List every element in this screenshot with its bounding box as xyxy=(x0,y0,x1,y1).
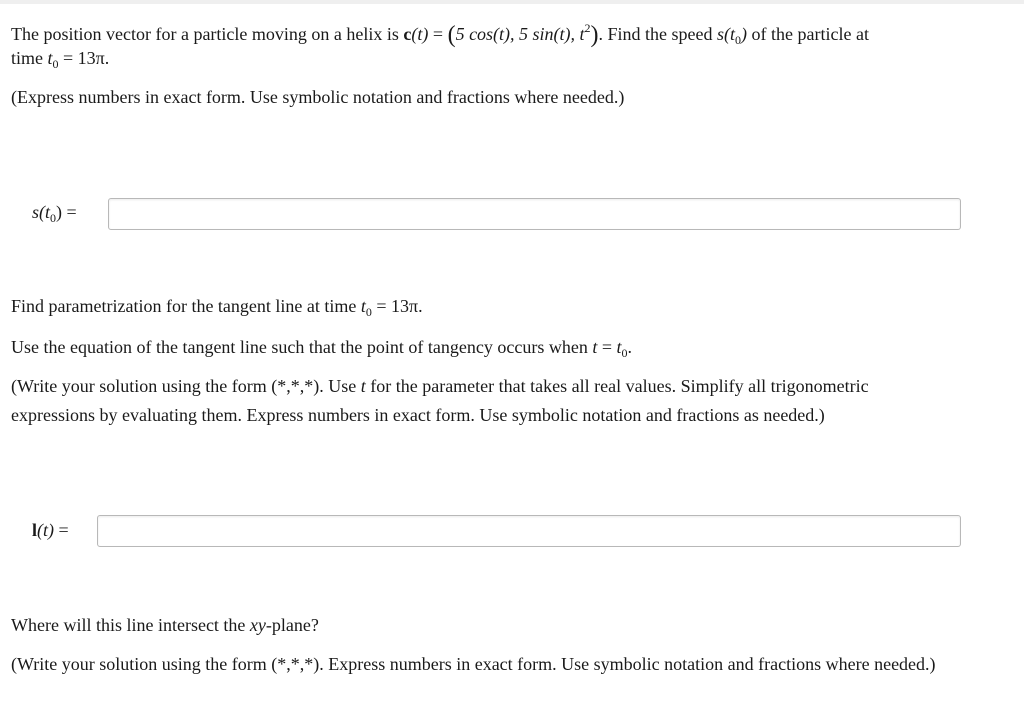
intersection-question-text-1: Where will this line intersect the xyxy=(11,615,250,635)
speed-answer-label xyxy=(32,202,77,226)
vector-arg: (t) xyxy=(411,24,429,44)
t0-symbol: t xyxy=(47,48,53,68)
tangency-equals: = xyxy=(597,337,617,357)
problem-statement-line1 xyxy=(11,16,869,52)
problem-statement-line2 xyxy=(11,46,109,76)
tangent-line-label-arg: (t) xyxy=(37,520,55,540)
t0-sub: 0 xyxy=(52,57,59,71)
exponent: 2 xyxy=(584,21,591,35)
tangent-question-line xyxy=(11,294,423,324)
intersection-question-line xyxy=(11,613,319,637)
speed-answer-label-main: s(t xyxy=(32,202,50,222)
tangent-question-value: = 13π. xyxy=(371,296,423,316)
instruction-note-2a xyxy=(11,374,869,398)
tangency-instruction-line xyxy=(11,335,632,365)
equals-sign: = xyxy=(428,24,448,44)
tangency-instruction-text: Use the equation of the tangent line such that the point of tangency occurs when xyxy=(11,337,593,357)
intro-text: The position vector for a particle moving on a helix is xyxy=(11,24,404,44)
right-paren-icon: ) xyxy=(590,22,599,48)
note-2a-text-2: for the parameter that takes all real values. Simplify all trigonometric xyxy=(365,376,869,396)
note-2a-text-1: (Write your solution using the form (*,*,*). Use xyxy=(11,376,361,396)
speed-answer-input[interactable] xyxy=(108,198,961,230)
tangent-line-label-bold: l xyxy=(32,520,38,540)
speed-sub: 0 xyxy=(735,33,742,47)
instruction-note-3: (Write your solution using the form (*,*,*). Express numbers in exact form. Use symbolic notation and fractions where needed.) xyxy=(11,654,936,674)
tangency-t0: t xyxy=(616,337,622,357)
after-speed-text: of the particle at xyxy=(747,24,869,44)
tangency-t0-sub: 0 xyxy=(621,346,628,360)
tangency-end: . xyxy=(627,337,633,357)
tangent-question-text: Find parametrization for the tangent line at time xyxy=(11,296,361,316)
top-divider xyxy=(0,0,1024,4)
vector-components: 5 cos(t), 5 sin(t), t xyxy=(455,24,585,44)
speed-func: s(t xyxy=(717,24,736,44)
intersection-question-xy: xy xyxy=(249,615,266,635)
tangency-t: t xyxy=(592,337,598,357)
intersection-question-text-2: -plane? xyxy=(265,615,319,635)
instruction-note-1: (Express numbers in exact form. Use symbolic notation and fractions where needed.) xyxy=(11,87,625,107)
vector-name: c xyxy=(403,24,412,44)
speed-answer-label-sub: 0 xyxy=(50,211,56,225)
time-word: time xyxy=(11,48,48,68)
tangent-line-label-tail: = xyxy=(54,520,69,540)
left-paren-icon: ( xyxy=(447,22,456,48)
after-vector-text: . Find the speed xyxy=(598,24,718,44)
tangent-question-sub: 0 xyxy=(365,305,372,319)
note-2a-t: t xyxy=(360,376,366,396)
speed-close: ) xyxy=(741,24,748,44)
speed-answer-label-tail: ) = xyxy=(56,202,77,222)
t0-value: = 13π. xyxy=(58,48,110,68)
tangent-question-t: t xyxy=(360,296,366,316)
instruction-note-2b: expressions by evaluating them. Express numbers in exact form. Use symbolic notation and fractions as needed.) xyxy=(11,405,825,425)
tangent-line-answer-label xyxy=(32,520,69,541)
tangent-line-answer-input[interactable] xyxy=(97,515,961,547)
